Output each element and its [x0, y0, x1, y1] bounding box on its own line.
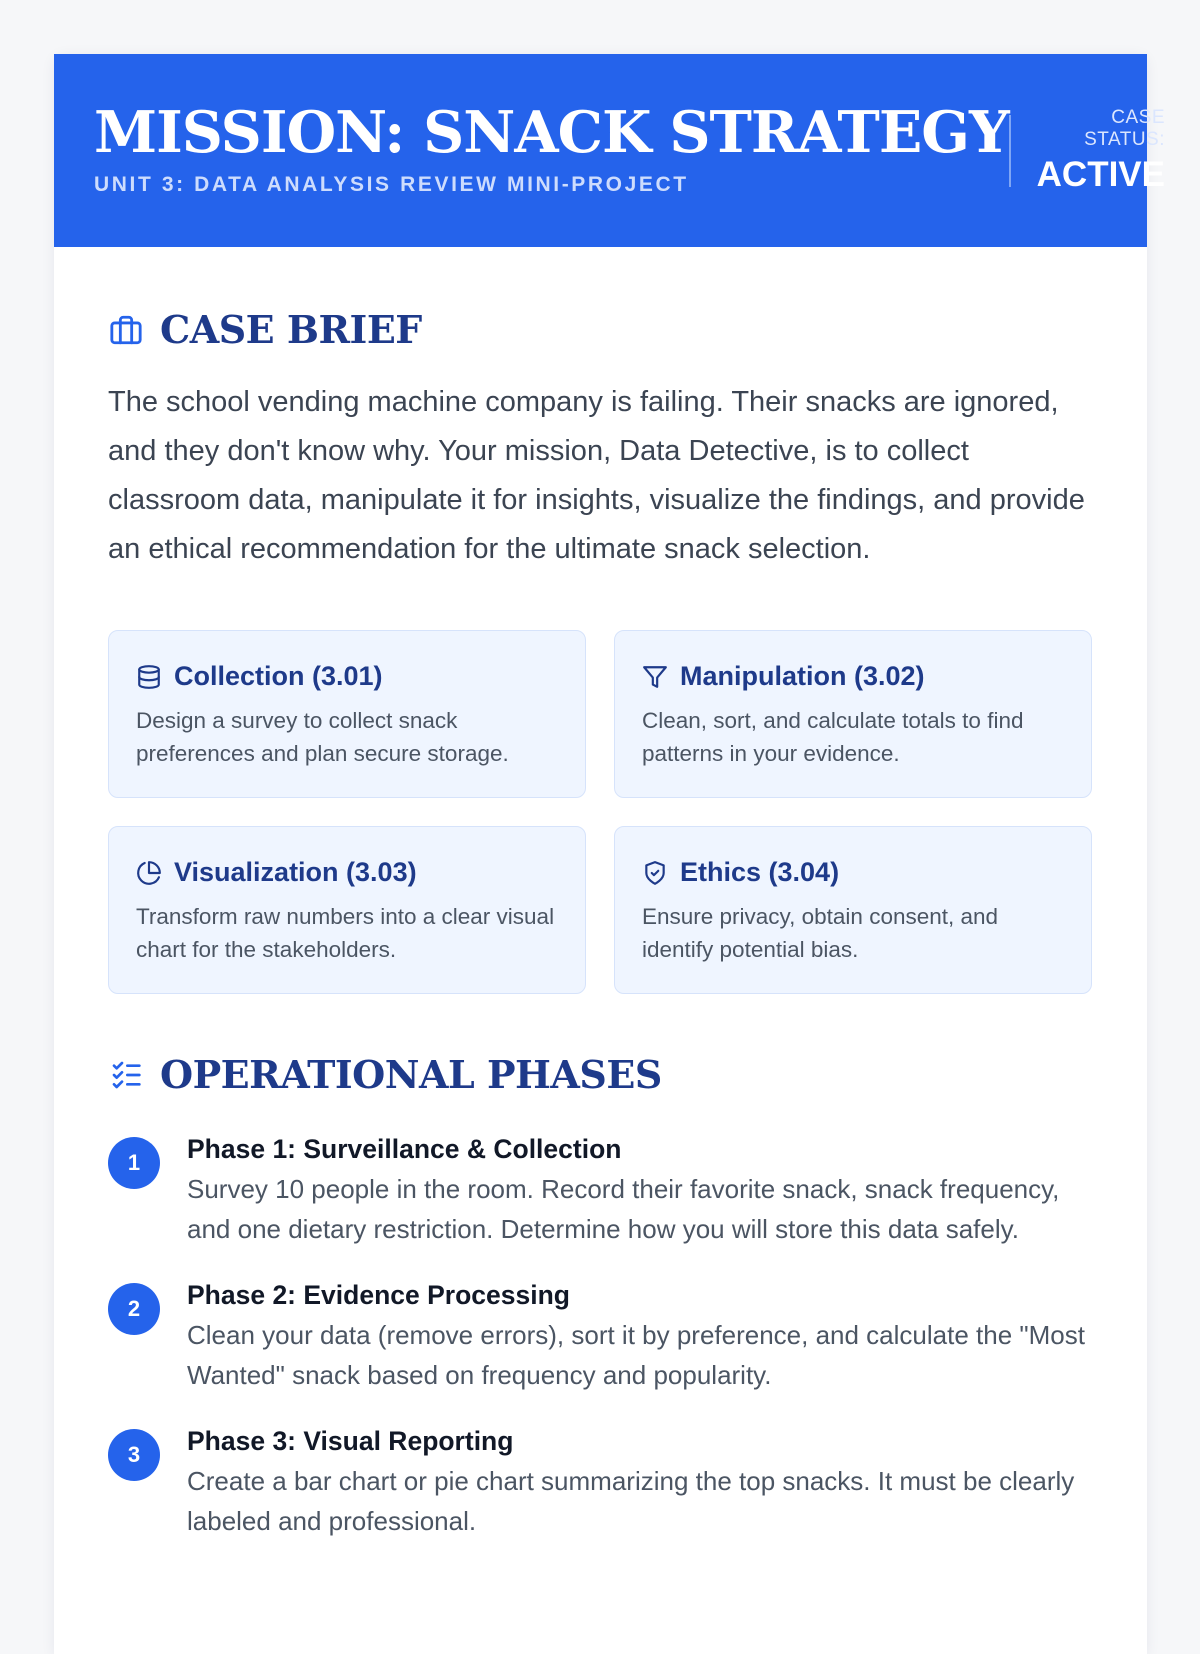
phase-number: 2 — [108, 1283, 160, 1335]
briefcase-icon — [108, 313, 144, 347]
phase-description: Clean your data (remove errors), sort it by preference, and calculate the "Most Wanted" snack based on frequency and popularity. — [187, 1320, 1085, 1390]
case-status-badge: ACTIVE — [1036, 154, 1165, 194]
case-brief-text: The school vending machine company is failing. Their snacks are ignored, and they don't know why. Your mission, Data Detective, is to collect classroom data, manipulate it for insights, visualize the findings, and provide an ethical recommendation for the ultimate snack selection. — [108, 386, 1085, 565]
pillar-title: Visualization (3.03) — [174, 857, 417, 887]
mission-body — [54, 307, 1147, 1541]
phase-title: Phase 3: Visual Reporting — [187, 1426, 514, 1456]
pillar-card-manipulation — [614, 630, 1092, 798]
pillar-card-collection — [108, 630, 586, 798]
operational-phases-heading — [108, 1052, 1093, 1097]
case-brief-heading — [108, 307, 1093, 352]
case-brief-title: CASE BRIEF — [160, 307, 422, 352]
page-subtitle: UNIT 3: DATA ANALYSIS REVIEW MINI-PROJECT — [94, 173, 689, 196]
case-status — [1009, 106, 1165, 194]
pillar-grid — [108, 630, 1093, 994]
phase-title: Phase 2: Evidence Processing — [187, 1280, 570, 1310]
operational-phases-title: OPERATIONAL PHASES — [160, 1052, 662, 1097]
pillar-description: Ensure privacy, obtain consent, and identify potential bias. — [642, 904, 999, 962]
database-icon — [136, 664, 162, 690]
phase-description: Survey 10 people in the room. Record their favorite snack, snack frequency, and one dietary restriction. Determine how you will store this data safely. — [187, 1174, 1060, 1244]
phase-title: Phase 1: Surveillance & Collection — [187, 1134, 622, 1164]
pillar-card-visualization — [108, 826, 586, 994]
phase-item — [108, 1421, 1093, 1541]
checklist-icon — [108, 1059, 144, 1091]
pillar-description: Design a survey to collect snack preferences and plan secure storage. — [136, 708, 509, 766]
page-title: MISSION: SNACK STRATEGY — [94, 99, 1009, 166]
mission-card — [54, 54, 1165, 1654]
pillar-title: Collection (3.01) — [174, 661, 383, 691]
phase-item — [108, 1275, 1093, 1395]
filter-icon — [642, 664, 668, 690]
pillar-description: Clean, sort, and calculate totals to find patterns in your evidence. — [642, 708, 1024, 766]
shield-check-icon — [642, 860, 668, 886]
phase-number: 3 — [108, 1429, 160, 1481]
phase-list — [108, 1129, 1093, 1541]
phase-number: 1 — [108, 1137, 160, 1189]
pillar-description: Transform raw numbers into a clear visual chart for the stakeholders. — [136, 904, 555, 962]
pillar-title: Ethics (3.04) — [680, 857, 840, 887]
phase-description: Create a bar chart or pie chart summarizing the top snacks. It must be clearly labeled and professional. — [187, 1466, 1075, 1536]
pillar-card-ethics — [614, 826, 1092, 994]
header-titles — [94, 99, 1009, 197]
mission-header — [54, 54, 1165, 247]
case-status-label: CASE STATUS: — [1084, 106, 1165, 150]
pillar-title: Manipulation (3.02) — [680, 661, 925, 691]
phase-item — [108, 1129, 1093, 1249]
pie-chart-icon — [136, 860, 162, 886]
